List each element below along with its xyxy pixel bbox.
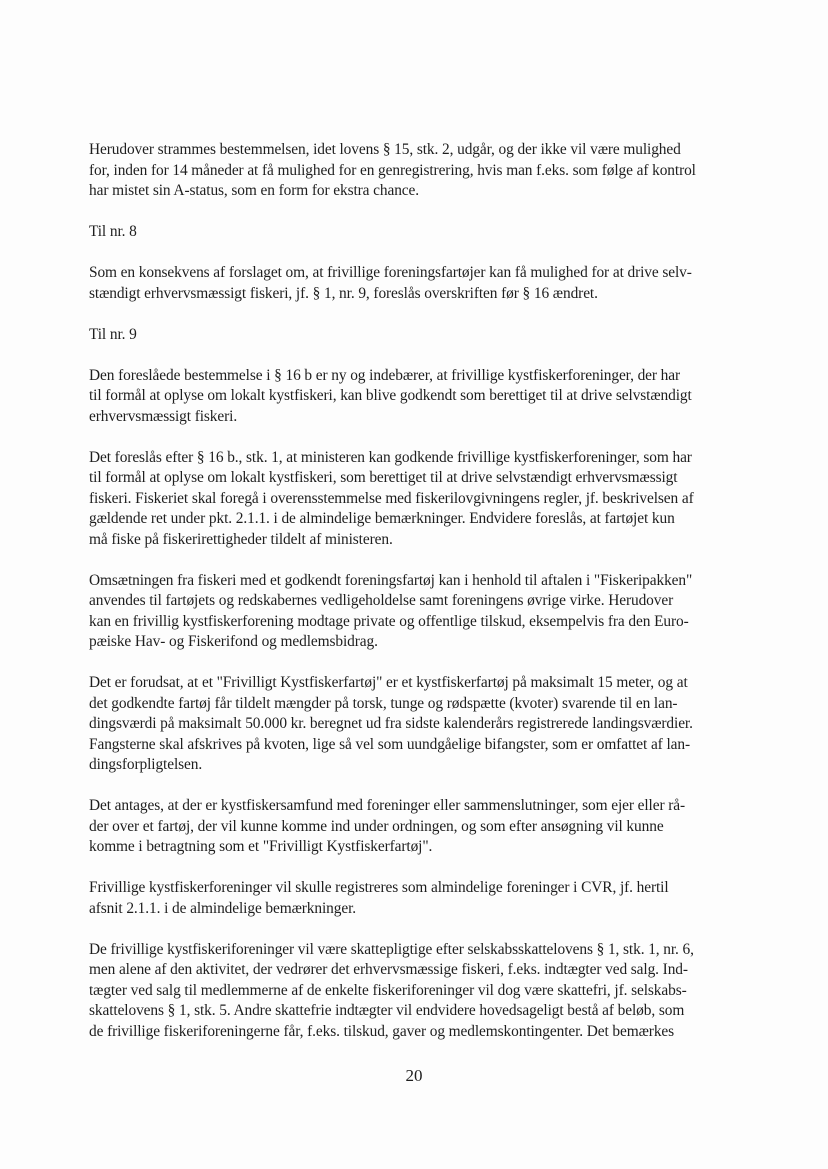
paragraph: [89, 366, 739, 428]
paragraph: [89, 140, 739, 202]
text-line: De frivillige kystfiskeriforeninger vil være skattepligtige efter selskabsskattelovens § 1, stk. 1, nr. 6,: [89, 940, 694, 958]
section-heading-nr-8: [89, 222, 739, 243]
text-line: må fiske på fiskerirettigheder tildelt af ministeren.: [89, 530, 393, 548]
paragraph: [89, 878, 739, 919]
text-line: har mistet sin A-status, som en form for ekstra chance.: [89, 182, 420, 199]
text-line: til formål at oplyse om lokalt kystfiskeri, kan blive godkendt som berettiget til at drive selvstændigt: [89, 387, 692, 404]
text-line: Herudover strammes bestemmelsen, idet lovens § 15, stk. 2, udgår, og der ikke vil være mulighed: [89, 141, 681, 158]
text-line: skattelovens § 1, stk. 5. Andre skattefrie indtægter vil endvidere hovedsageligt bestå af beløb, som: [89, 1002, 685, 1019]
text-line: dingsværdi på maksimalt 50.000 kr. beregnet ud fra sidste kalenderårs registrerede landingsværdier.: [89, 715, 693, 732]
text-line: for, inden for 14 måneder at få mulighed for en genregistrering, hvis man f.eks. som følge af kontrol: [89, 161, 696, 179]
text-line: der over et fartøj, der vil kunne komme ind under ordningen, og som efter ansøgning vil kunne: [89, 817, 664, 835]
text-line: det godkendte fartøj får tildelt mængder på torsk, tunge og rødspætte (kvoter) svarende til en lan-: [89, 694, 678, 712]
text-line: erhvervsmæssigt fiskeri.: [89, 407, 238, 425]
text-line: gældende ret under pkt. 2.1.1. i de almindelige bemærkninger. Endvidere foreslås, at fartøjet kun: [89, 510, 675, 527]
page-number: 20: [405, 1066, 423, 1085]
paragraph: [89, 571, 739, 653]
text-line: de frivillige fiskeriforeningerne får, f.eks. tilskud, gaver og medlemskontingenter. Det bemærkes: [89, 1022, 675, 1040]
text-line: Det foreslås efter § 16 b., stk. 1, at ministeren kan godkende frivillige kystfiskerforeninger, som har: [89, 448, 692, 466]
text-line: Som en konsekvens af forslaget om, at frivillige foreningsfartøjer kan få mulighed for at drive selv-: [89, 264, 692, 281]
paragraph: [89, 940, 739, 1043]
text-line: stændigt erhvervsmæssigt fiskeri, jf. § 1, nr. 9, foreslås overskriften før § 16 ændret.: [89, 284, 598, 302]
text-line: Det antages, at der er kystfiskersamfund med foreninger eller sammenslutninger, som ejer eller rå-: [89, 797, 686, 814]
text-line: Frivillige kystfiskerforeninger vil skulle registreres som almindelige foreninger i CVR, jf. hertil: [89, 879, 669, 896]
text-line: dingsforpligtelsen.: [89, 756, 203, 773]
text-line: afsnit 2.1.1. i de almindelige bemærkninger.: [89, 899, 357, 917]
paragraph: [89, 796, 739, 858]
text-line: komme i betragtning som et "Frivilligt Kystfiskerfartøj".: [89, 838, 433, 855]
text-line: tægter ved salg til medlemmerne af de enkelte fiskeriforeninger vil dog være skattefri, jf. selskabs-: [89, 981, 687, 999]
text-line: Fangsterne skal afskrives på kvoten, lige så vel som uundgåelige bifangster, som er omfattet af lan-: [89, 735, 690, 753]
section-heading-nr-9: [89, 325, 739, 346]
paragraph: [89, 263, 739, 304]
text-line: Til nr. 9: [89, 325, 137, 343]
text-line: Omsætningen fra fiskeri med et godkendt foreningsfartøj kan i henhold til aftalen i "Fiskeripakken": [89, 571, 693, 589]
paragraph: [89, 448, 739, 551]
text-line: pæiske Hav- og Fiskerifond og medlemsbidrag.: [89, 633, 378, 650]
text-line: Til nr. 8: [89, 223, 137, 240]
document-body: [89, 140, 739, 1063]
text-line: Den foreslåede bestemmelse i § 16 b er ny og indebærer, at frivillige kystfiskerforeninger, der har: [89, 366, 681, 384]
paragraph: [89, 673, 739, 776]
text-line: Det er forudsat, at et "Frivilligt Kystfiskerfartøj" er et kystfiskerfartøj på maksimalt 15 meter, og at: [89, 674, 688, 691]
text-line: fiskeri. Fiskeriet skal foregå i overensstemmelse med fiskerilovgivningens regler, jf. beskrivelsen af: [89, 489, 694, 507]
text-line: til formål at oplyse om lokalt kystfiskeri, som berettiget til at drive selvstændigt erhvervsmæssigt: [89, 469, 678, 486]
text-line: kan en frivillig kystfiskerforening modtage private og offentlige tilskud, eksempelvis fra den Euro-: [89, 612, 689, 630]
text-line: anvendes til fartøjets og redskabernes vedligeholdelse samt foreningens øvrige virke. Herudover: [89, 592, 674, 609]
text-line: men alene af den aktivitet, der vedrører det erhvervsmæssige fiskeri, f.eks. indtægter ved salg. Ind-: [89, 961, 688, 978]
